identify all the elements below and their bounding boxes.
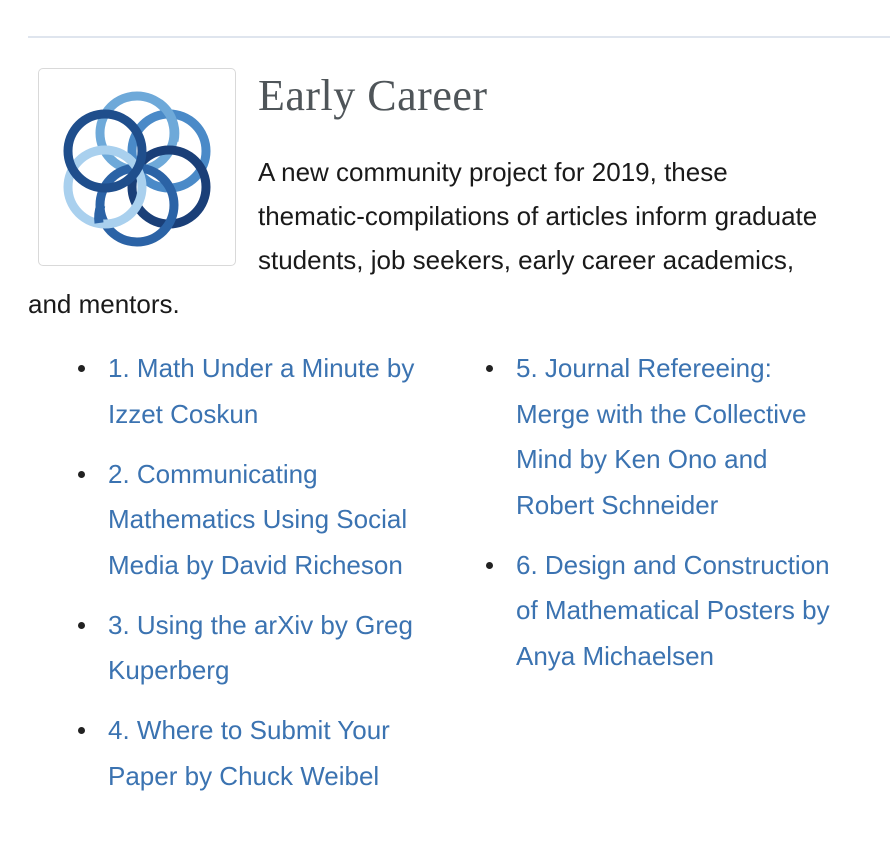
intro-text: A new community project for 2019, these thematic-compilations of articles inform graduate students, job seekers, early career academics, and mentors. [28,157,818,319]
article-link-1[interactable]: 1. Math Under a Minute by Izzet Coskun [108,353,415,429]
article-link-5[interactable]: 5. Journal Refereeing: Merge with the Collective Mind by Ken Ono and Robert Schneider [516,353,807,520]
article-link-4[interactable]: 4. Where to Submit Your Paper by Chuck Weibel [108,715,390,791]
list-item [108,346,458,437]
article-link-6[interactable]: 6. Design and Construction of Mathematical Posters by Anya Michaelsen [516,549,830,671]
list-item [108,708,458,799]
intro-paragraph [28,150,828,326]
article-list-left [108,346,458,814]
page-title: Early Career [258,71,488,120]
list-item [516,543,846,680]
section-divider [28,36,890,38]
article-link-3[interactable]: 3. Using the arXiv by Greg Kuperberg [108,609,413,685]
list-item [108,452,458,589]
article-list-right [516,346,846,694]
list-item [516,346,846,528]
list-item [108,603,458,694]
article-link-2[interactable]: 2. Communicating Mathematics Using Social Media by David Richeson [108,458,408,580]
